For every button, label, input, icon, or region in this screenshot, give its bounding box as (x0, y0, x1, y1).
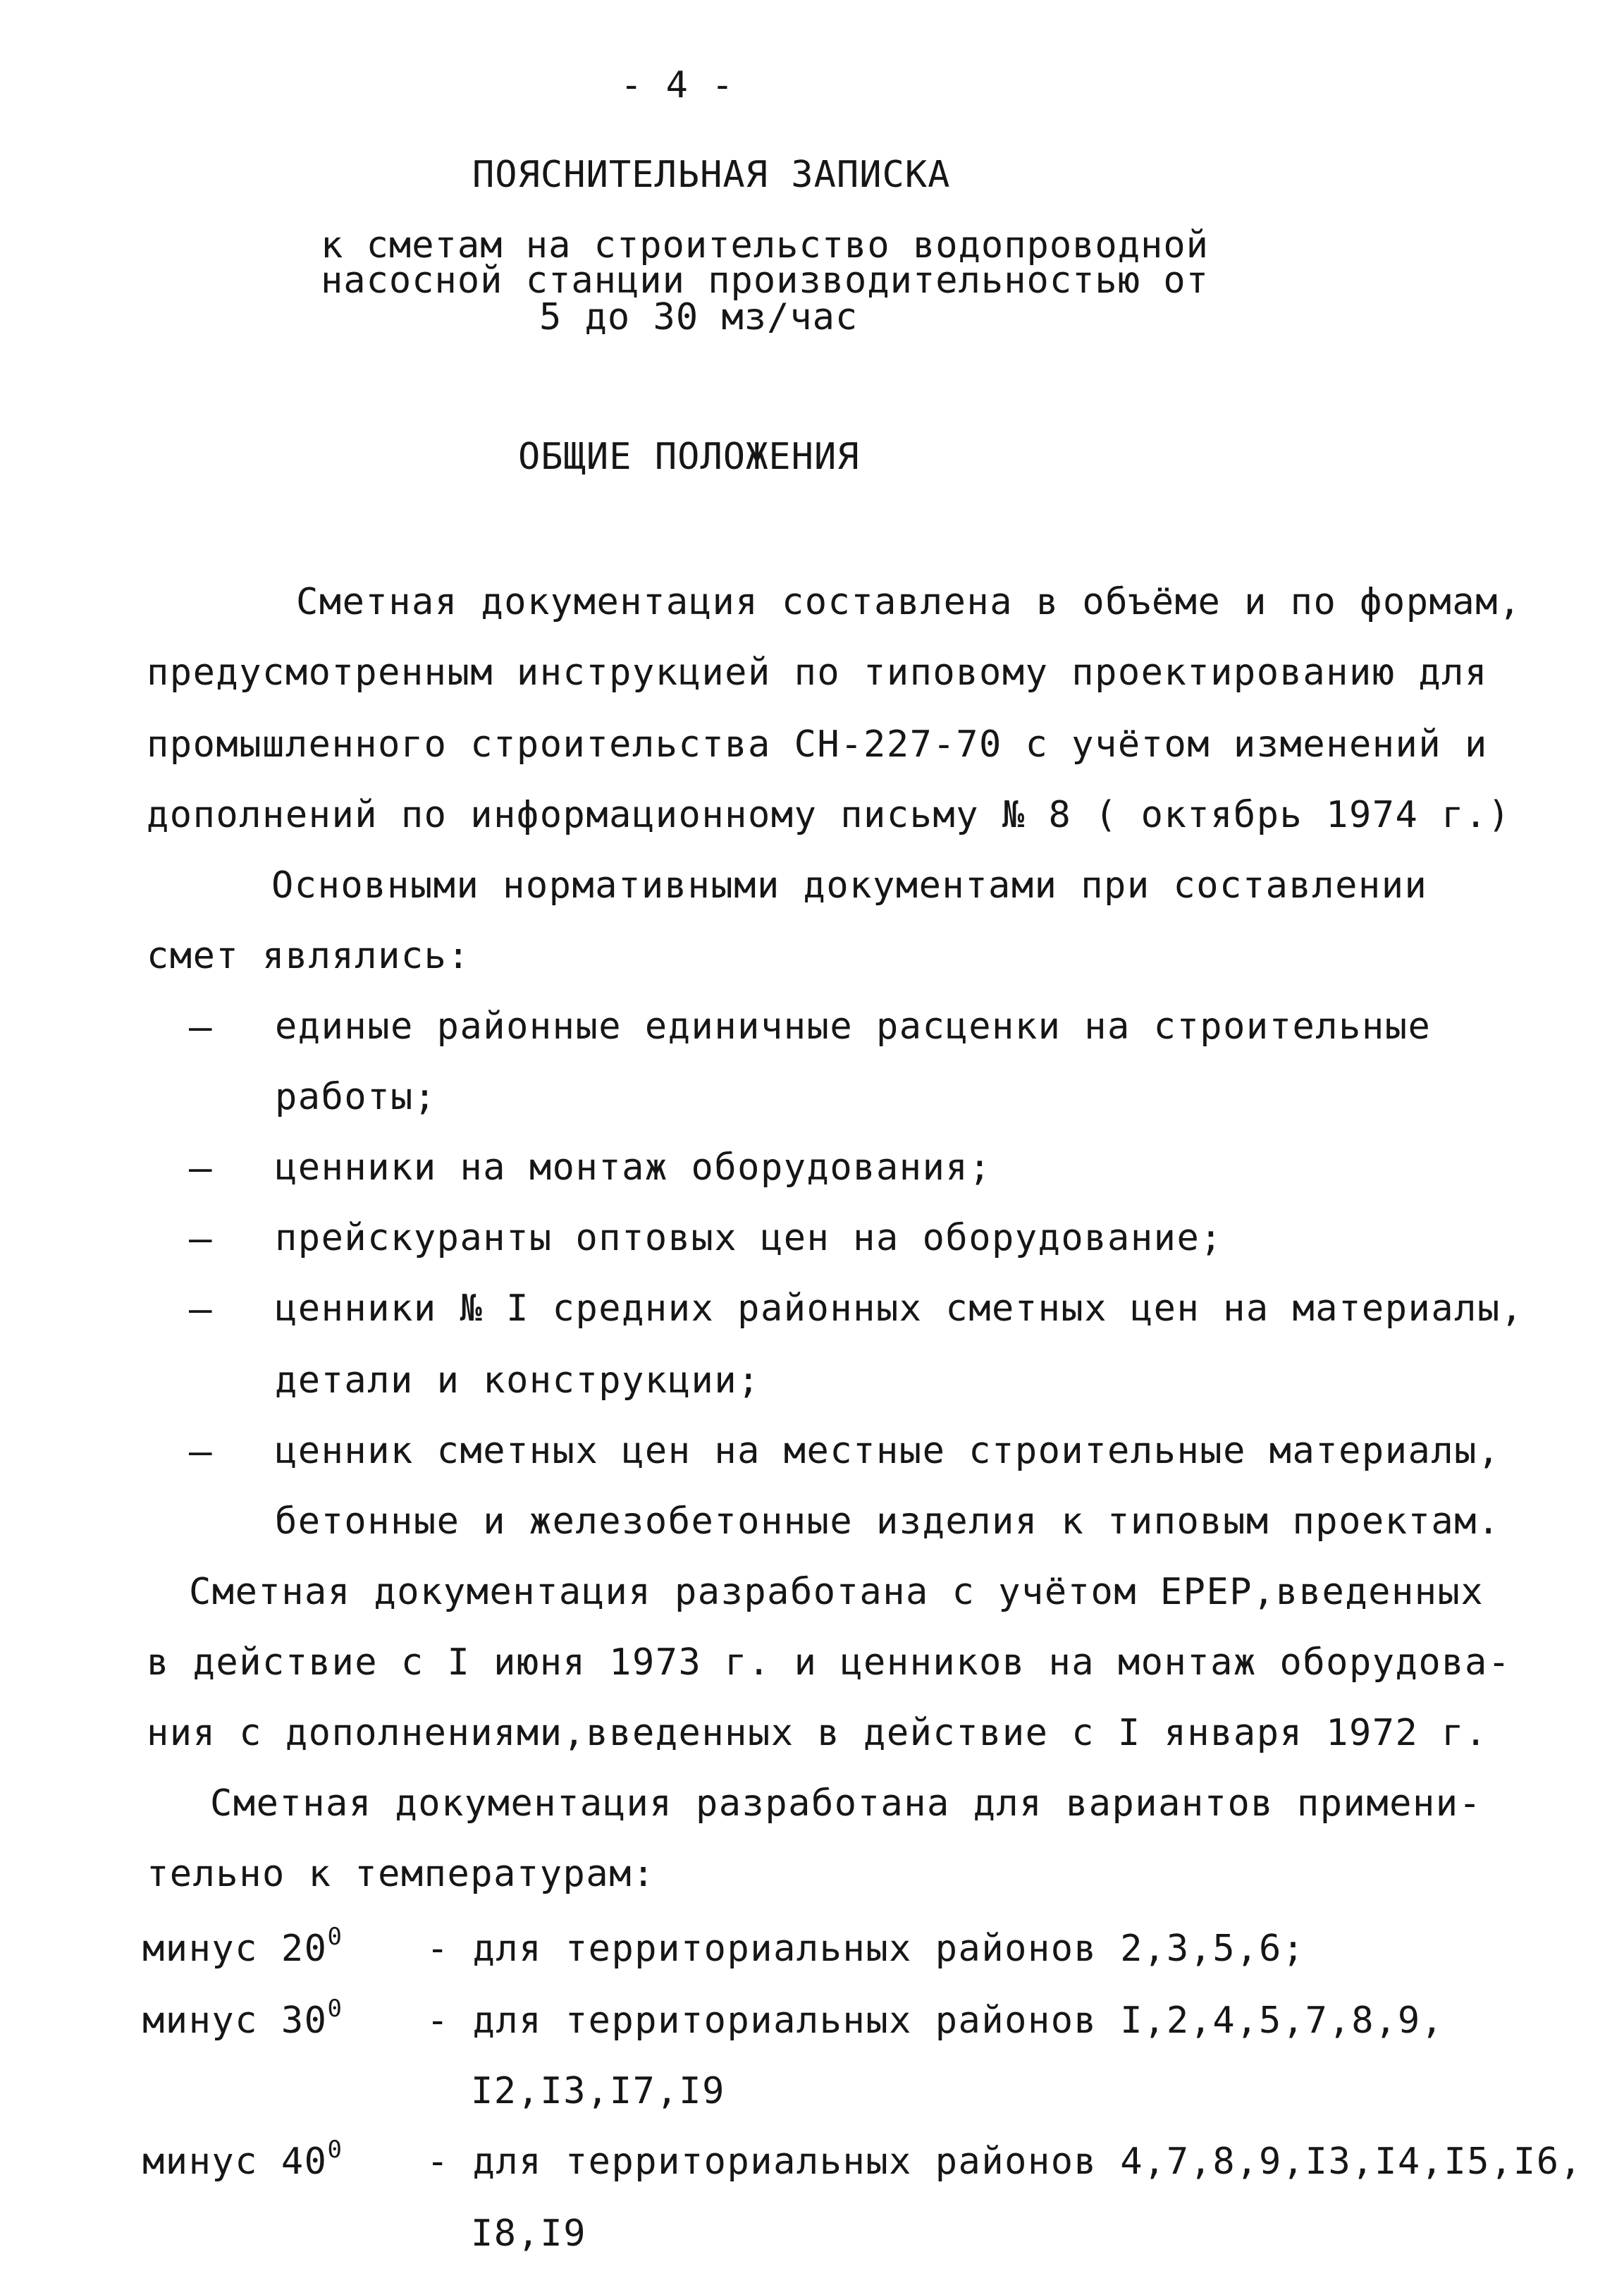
temperature-districts-continued: I2,I3,I7,I9 (471, 2070, 725, 2112)
paragraph-2-line-1: Основными нормативными документами при составлении (271, 864, 1428, 907)
list-bullet: – (189, 1429, 212, 1474)
paragraph-3-line-2: в действие с I июня 1973 г. и ценников на монтаж оборудова- (147, 1641, 1511, 1684)
subtitle-line-3: 5 до 30 мз/час (539, 296, 859, 338)
page-number: - 4 - (620, 64, 734, 106)
list-item-5-line-1: ценник сметных цен на местные строительные материалы, (275, 1430, 1501, 1472)
list-bullet: – (189, 1287, 212, 1331)
list-item-1-line-1: единые районные единичные расценки на строительные (275, 1005, 1432, 1048)
list-item-4-line-2: детали и конструкции; (275, 1359, 761, 1402)
subtitle-line-2: насосной станции производительностью от (321, 259, 1209, 302)
temperature-districts: - для территориальных районов 4,7,8,9,I3,I4,I5,I6, (426, 2141, 1583, 2183)
list-item-3: прейскуранты оптовых цен на оборудование; (275, 1217, 1224, 1259)
paragraph-3-line-3: ния с дополнениями,введенных в действие с I января 1972 г. (147, 1712, 1488, 1754)
paragraph-4-line-1: Сметная документация разработана для вариантов примени- (210, 1782, 1482, 1825)
list-bullet: – (189, 1146, 212, 1190)
degree-mark: 0 (327, 2136, 343, 2164)
subtitle-line-1: к сметам на строительство водопроводной (321, 224, 1209, 267)
list-bullet: – (189, 1005, 212, 1049)
temperature-label (142, 1995, 343, 2042)
temperature-label-text: минус 20 (142, 1928, 328, 1970)
temperature-label (142, 1923, 343, 1970)
temperature-label-text: минус 40 (142, 2141, 328, 2183)
document-title: ПОЯСНИТЕЛЬНАЯ ЗАПИСКА (472, 154, 951, 196)
degree-mark: 0 (327, 1995, 343, 2023)
paragraph-1-line-2: предусмотренным инструкцией по типовому проектированию для (147, 651, 1488, 694)
temperature-label-text: минус 30 (142, 2000, 328, 2042)
list-item-4-line-1: ценники № I средних районных сметных цен на материалы, (275, 1287, 1524, 1330)
temperature-districts: - для территориальных районов 2,3,5,6; (426, 1928, 1305, 1970)
paragraph-2-line-2: смет являлись: (147, 935, 471, 977)
paragraph-1-line-3: промышленного строительства СН-227-70 с учётом изменений и (147, 723, 1488, 766)
degree-mark: 0 (327, 1923, 343, 1951)
list-item-1-line-2: работы; (275, 1076, 437, 1118)
temperature-label (142, 2136, 343, 2183)
temperature-districts-continued: I8,I9 (471, 2212, 587, 2255)
paragraph-1-line-1: Сметная документация составлена в объёме и по формам, (296, 581, 1522, 623)
list-item-5-line-2: бетонные и железобетонные изделия к типовым проектам. (275, 1500, 1501, 1543)
paragraph-4-line-2: тельно к температурам: (147, 1853, 656, 1895)
paragraph-3-line-1: Сметная документация разработана с учётом ЕРЕР,введенных (189, 1571, 1484, 1613)
paragraph-1-line-4: дополнений по информационному письму № 8 ( октябрь 1974 г.) (147, 794, 1511, 836)
temperature-districts: - для территориальных районов I,2,4,5,7,8,9, (426, 2000, 1444, 2042)
list-item-2: ценники на монтаж оборудования; (275, 1146, 992, 1189)
section-title: ОБЩИЕ ПОЛОЖЕНИЯ (518, 436, 860, 478)
list-bullet: – (189, 1216, 212, 1261)
